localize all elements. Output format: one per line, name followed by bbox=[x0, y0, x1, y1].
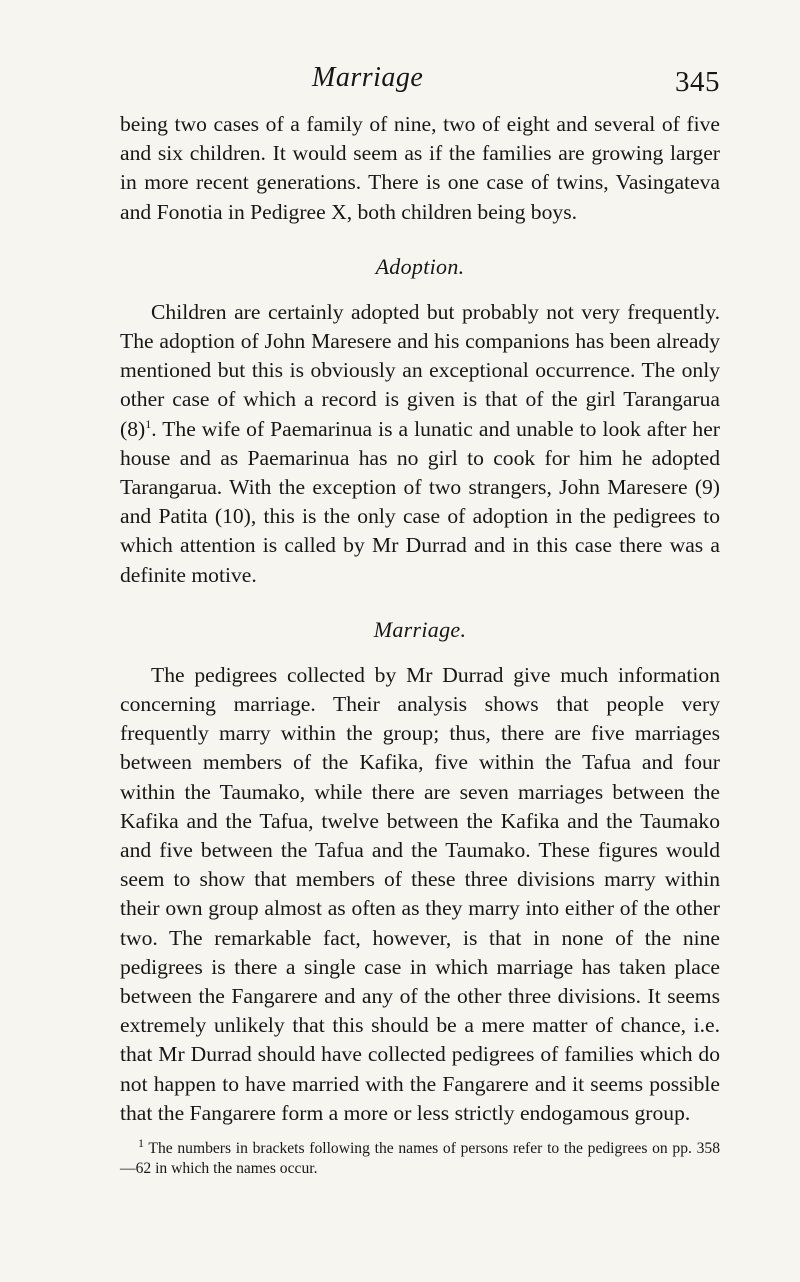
paragraph-continuation: being two cases of a family of nine, two of eight and several of five and six children. It would seem as if the families are growing larger in more recent generations. There is one case of twins, Vasingateva and Fonotia in Pedigree X, both children being boys. bbox=[120, 112, 720, 224]
spacer bbox=[120, 590, 720, 617]
section-heading-adoption: Adoption. bbox=[375, 253, 465, 279]
footnote-marker: 1 bbox=[138, 1135, 144, 1150]
spacer bbox=[120, 643, 720, 661]
footnote-reference[interactable]: 1 bbox=[145, 416, 152, 431]
body-text bbox=[120, 110, 720, 1179]
paragraph-marriage: The pedigrees collected by Mr Durrad give much information concerning marriage. Their analysis shows that people very frequently marry within the group; thus, there are five marriages between members of the Kafika, five within the Tafua and four within the Taumako, while there are seven marriages between the Kafika and the Tafua, twelve between the Kafika and the Taumako and five between the Tafua and the Taumako. These figures would seem to show that members of these three divisions marry within their own group almost as often as they marry into either of the other two. The remarkable fact, however, is that in none of the nine pedigrees is there a single case in which marriage has taken place between the Fangarere and any of the other three divisions. It seems extremely unlikely that this should be a mere matter of chance, i.e. that Mr Durrad should have collected pedigrees of families which do not happen to have married with the Fangarere and it seems possible that the Fangarere form a more or less strictly endogamous group. bbox=[120, 662, 720, 1125]
spacer bbox=[120, 280, 720, 298]
paragraph-adoption bbox=[120, 298, 720, 590]
spacer bbox=[120, 227, 720, 254]
paragraph-adoption-text-2: . The wife of Paemarinua is a lunatic and unable to look after her house and as Paemarinua has no girl to cook for him he adopted Tarangarua. With the exception of two strangers, John Maresere (9) and Patita (10), this is the only case of adoption in the pedigrees to which attention is called by Mr Durrad and in this case there was a definite motive. bbox=[120, 416, 720, 587]
page-number: 345 bbox=[675, 66, 720, 98]
footnote-text: The numbers in brackets following the names of persons refer to the pedigrees on pp. 358—62 in which the names occur. bbox=[120, 1140, 720, 1178]
running-title: Marriage bbox=[312, 62, 424, 93]
running-head bbox=[120, 62, 720, 102]
footnote bbox=[120, 1135, 720, 1179]
paragraph-adoption-text-1: Children are certainly adopted but probably not very frequently. The adoption of John Maresere and his companions has been already mentioned but this is obviously an exceptional occurrence. The only other case of which a record is given is that of the girl Tarangarua (8) bbox=[120, 299, 720, 441]
section-heading-marriage: Marriage. bbox=[373, 616, 467, 642]
